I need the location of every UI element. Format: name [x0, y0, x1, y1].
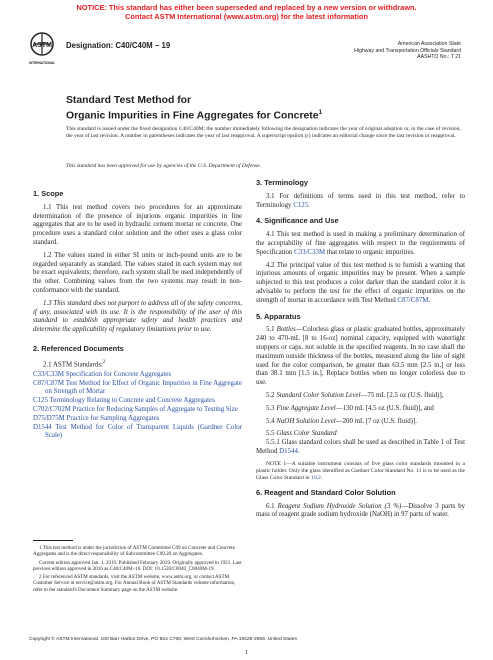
aashto-line-3: AASHTO No.: T 21 — [417, 54, 461, 61]
note-1: NOTE 1—A suitable instrument consists of five glass color standards mounted in a plastic holder. Only the glass identified as Gardner Color Standard No. 11 is to be used as the Glass Color Standard in 10.2. — [256, 460, 465, 481]
significance-heading: 4. Significance and Use — [256, 216, 339, 226]
astm-logo-icon — [29, 29, 55, 69]
reagent-p1: 6.1 Reagent Sodium Hydroxide Solution (3 %)—Dissolve 3 parts by mass of reagent grade sodium hydroxide (NaOH) in 97 parts of water. — [256, 502, 465, 519]
terminology-heading: 3. Terminology — [256, 178, 309, 187]
referenced-title[interactable]: Specification for Concrete Aggregates — [65, 370, 172, 378]
referenced-title[interactable]: Practice for Reducing Samples of Aggregate to Testing Size — [72, 406, 238, 414]
referenced-item[interactable] — [33, 415, 242, 424]
designation: Designation: C40/C40M − 19 — [66, 41, 171, 50]
footnote-1b: Current edition approved Jan. 1, 2019. Published February 2019. Originally approved in 1921. Last previous edition approved in 2016 as C40/C40M–16. DOI: 10.1520/C0040_C0040M-19. — [33, 559, 242, 572]
notice-banner — [0, 3, 493, 21]
scope-p2: 1.2 The values stated in either SI units or inch-pound units are to be regarded separately as standard. The values stated in each system may not be exact equivalents; therefore, each system shall be used independently of the other. Combining values from the two systems may result in non-conformance with the standard. — [33, 251, 242, 294]
apparatus-p4: 5.4 NaOH Solution Level—200 mL [7 oz (U.S. fluid)]. — [266, 417, 417, 425]
referenced-code[interactable]: C87/C87M — [33, 379, 65, 387]
apparatus-p6: 5.5.1 Glass standard colors shall be used as described in Table 1 of Test Method D1544. — [256, 439, 465, 455]
referenced-code[interactable]: D1544 — [33, 423, 52, 431]
title-line-1: Standard Test Method for — [66, 95, 192, 106]
referenced-intro: 2.1 ASTM Standards:$^2$ — [43, 359, 106, 369]
referenced-title[interactable]: Practice for Sampling Aggregates — [66, 414, 160, 422]
title-line-2: Organic Impurities in Fine Aggregates for Concrete — [66, 110, 319, 122]
notice-line-1: NOTICE: This standard has either been superseded and replaced by a new version or withdrawn. — [76, 3, 417, 12]
approved-note: This standard has been approved for use by agencies of the U.S. Department of Defense. — [66, 163, 261, 169]
referenced-list — [33, 371, 242, 441]
scope-p3: 1.3 This standard does not purport to address all of the safety concerns, if any, associated with its use. It is the responsibility of the user of this standard to establish appropriate safety and health practices and determine the applicability of regulatory limitations prior to use. — [33, 299, 242, 334]
svg-text:ASTM: ASTM — [32, 42, 52, 49]
aashto-block — [354, 41, 461, 61]
aashto-line-1: American Association State — [397, 41, 461, 47]
footnote-1: 1 This test method is under the jurisdiction of ASTM Committee C09 on Concrete and Concrete Aggregates and is the direct responsibility of Subcommittee C09.20 on Aggregates. — [33, 545, 235, 558]
significance-p2: 4.2 The principal value of this test method is to furnish a warning that injurious amounts of organic impurities may be present. When a sample subjected to this test produces a color darker than the standard color it is advisable to perform the test for the effect of organic impurities on the strength of mortar in accordance with Test Method C87/C87M. — [256, 261, 465, 304]
scope-heading: 1. Scope — [33, 189, 64, 198]
referenced-title[interactable]: Terminology Relating to Concrete and Concrete Aggregates — [49, 397, 215, 405]
referenced-title[interactable]: Test Method for Effect of Organic Impurities in Fine Aggregate on Strength of Mortar — [45, 379, 242, 396]
referenced-item[interactable] — [33, 380, 242, 398]
referenced-heading: 2. Referenced Documents — [33, 343, 124, 353]
logo-label: INTERNATIONAL — [29, 61, 55, 65]
apparatus-p1: 5.1 Bottles—Colorless glass or plastic graduated bottles, approximately 240 to 470-mL [8 to 16-oz] nominal capacity, equipped with watertight stoppers or caps, not soluble in the specified reagents. In no case shall the maximum outside thickness of the bottles, measured along the line of sight used for the color comparison, be greater than 63.5 mm [2.5 in.] or less than 38.1 mm [1.5 in.]. Replace bottles when no longer colorless due to use. — [256, 326, 465, 387]
terminology-p1: 3.1 For definitions of terms used in this test method, refer to Terminology C125. — [256, 192, 465, 209]
ref-link-10-2[interactable]: 10.2 — [311, 474, 321, 481]
apparatus-p2: 5.2 Standard Color Solution Level—75 mL [2.5 oz (U.S. fluid)], — [266, 391, 444, 399]
referenced-title[interactable]: Test Method for Color of Transparent Liquids (Gardner Color Scale) — [45, 423, 242, 440]
apparatus-p3: 5.3 Fine Aggregate Level—130 mL [4.5 oz (U.S. fluid)], and — [266, 404, 434, 412]
referenced-code[interactable]: C33/C33M — [33, 370, 65, 378]
apparatus-p5: 5.5 Glass Color Standard — [266, 430, 337, 438]
reagent-heading: 6. Reagent and Standard Color Solution — [256, 487, 396, 497]
referenced-code[interactable]: C125 — [33, 397, 48, 405]
page-number: 1 — [244, 649, 249, 656]
left-column — [33, 183, 242, 441]
referenced-code[interactable]: C702/C702M — [33, 406, 71, 414]
ref-link-d1544[interactable]: D1544 — [279, 447, 298, 455]
aashto-line-2: Highway and Transportation Officials Standard — [354, 47, 461, 54]
referenced-item[interactable] — [33, 371, 242, 380]
significance-p1: 4.1 This test method is used in making a preliminary determination of the acceptability of fine aggregates with respect to the requirements of Specification C33/C33M that relate to organic impurities. — [256, 231, 465, 256]
apparatus-heading: 5. Apparatus — [256, 311, 301, 321]
notice-line-2: Contact ASTM International (www.astm.org) for the latest information — [125, 12, 368, 21]
document-title — [66, 95, 322, 122]
referenced-item[interactable] — [33, 406, 242, 415]
right-column — [256, 179, 465, 524]
footnotes — [33, 540, 243, 595]
referenced-code[interactable]: D75/D75M — [33, 414, 65, 422]
referenced-item[interactable] — [33, 397, 242, 406]
referenced-item[interactable] — [33, 424, 242, 442]
title-footnote-mark: 1 — [318, 109, 323, 116]
scope-p1: 1.1 This test method covers two procedures for an approximate determination of the presence of injurious organic impurities in fine aggregates that are to be used in hydraulic cement mortar or concrete. One procedure uses a standard color solution and the other uses a glass color standard. — [33, 203, 242, 246]
footnote-2: 2 For referenced ASTM standards, visit the ASTM website, www.astm.org, or contact ASTM Customer Service at service@astm.org. For Annual Book of ASTM Standards volume information, refer to the standard's Document Summary page on the ASTM website. — [33, 574, 236, 593]
ref-link-c33[interactable]: C33/C33M — [294, 248, 326, 256]
footnote-divider — [33, 540, 73, 541]
standard-note: This standard is issued under the fixed designation C40/C40M; the number immediately following the designation indicates the year of original adoption or, in the case of revision, the year of last revision. A number in parentheses indicates the year of last reapproval. A superscript epsilon (ε) indicates an editorial change since the last revision or reapproval. — [66, 126, 461, 139]
copyright-footer: Copyright © ASTM International, 100 Barr Harbor Drive, PO Box C700, West Conshohocken, PA 19428-2959. United States — [29, 637, 297, 642]
ref-link-c87[interactable]: C87/C87M — [397, 296, 429, 304]
ref-link-c125[interactable]: C125 — [293, 201, 309, 209]
